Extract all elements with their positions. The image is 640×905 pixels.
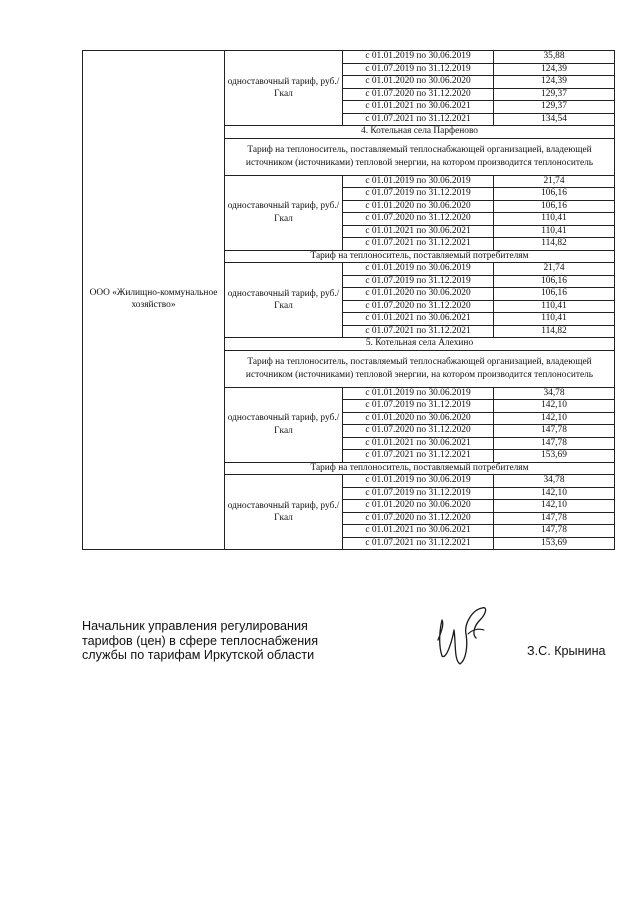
- organization-cell: ООО «Жилищно-коммунальное хозяйство»: [83, 51, 225, 550]
- period-cell: с 01.07.2020 по 31.12.2020: [343, 300, 494, 313]
- value-cell: 134,54: [494, 113, 615, 126]
- value-cell: 153,69: [494, 537, 615, 550]
- period-cell: с 01.01.2020 по 30.06.2020: [343, 288, 494, 301]
- supplier-tariff-heading: Тариф на теплоноситель, поставляемый теплоснабжающей организацией, владеющей источником (источниками) тепловой энергии, на котором производится теплоноситель: [225, 138, 615, 175]
- period-cell: с 01.07.2019 по 31.12.2019: [343, 188, 494, 201]
- period-cell: с 01.07.2020 по 31.12.2020: [343, 425, 494, 438]
- period-cell: с 01.01.2019 по 30.06.2019: [343, 475, 494, 488]
- supplier-tariff-heading: Тариф на теплоноситель, поставляемый теплоснабжающей организацией, владеющей источником (источниками) тепловой энергии, на котором производится теплоноситель: [225, 350, 615, 387]
- period-cell: с 01.01.2019 по 30.06.2019: [343, 51, 494, 64]
- period-cell: с 01.01.2021 по 30.06.2021: [343, 437, 494, 450]
- value-cell: 106,16: [494, 275, 615, 288]
- value-cell: 21,74: [494, 175, 615, 188]
- value-cell: 142,10: [494, 400, 615, 413]
- value-cell: 142,10: [494, 500, 615, 513]
- consumer-tariff-heading: Тариф на теплоноситель, поставляемый потребителям: [225, 250, 615, 263]
- value-cell: 129,37: [494, 88, 615, 101]
- value-cell: 106,16: [494, 200, 615, 213]
- value-cell: 114,82: [494, 325, 615, 338]
- value-cell: 147,78: [494, 525, 615, 538]
- value-cell: 124,39: [494, 63, 615, 76]
- value-cell: 129,37: [494, 101, 615, 114]
- period-cell: с 01.01.2021 по 30.06.2021: [343, 525, 494, 538]
- signatory-position: [82, 619, 318, 663]
- value-cell: 147,78: [494, 437, 615, 450]
- value-cell: 124,39: [494, 76, 615, 89]
- period-cell: с 01.01.2020 по 30.06.2020: [343, 412, 494, 425]
- boiler-heading: 4. Котельная села Парфеново: [225, 126, 615, 139]
- period-cell: с 01.07.2019 по 31.12.2019: [343, 400, 494, 413]
- period-cell: с 01.01.2020 по 30.06.2020: [343, 200, 494, 213]
- period-cell: с 01.07.2020 по 31.12.2020: [343, 88, 494, 101]
- period-cell: с 01.07.2021 по 31.12.2021: [343, 238, 494, 251]
- period-cell: с 01.01.2021 по 30.06.2021: [343, 313, 494, 326]
- tariff-kind-cell: одноставочный тариф, руб./Гкал: [225, 387, 343, 462]
- value-cell: 142,10: [494, 412, 615, 425]
- period-cell: с 01.07.2021 по 31.12.2021: [343, 450, 494, 463]
- period-cell: с 01.01.2021 по 30.06.2021: [343, 225, 494, 238]
- tariff-kind-cell: одноставочный тариф, руб./Гкал: [225, 175, 343, 250]
- value-cell: 110,41: [494, 300, 615, 313]
- value-cell: 153,69: [494, 450, 615, 463]
- value-cell: 106,16: [494, 188, 615, 201]
- period-cell: с 01.07.2020 по 31.12.2020: [343, 512, 494, 525]
- period-cell: с 01.01.2021 по 30.06.2021: [343, 101, 494, 114]
- period-cell: с 01.01.2019 по 30.06.2019: [343, 263, 494, 276]
- value-cell: 34,78: [494, 387, 615, 400]
- value-cell: 147,78: [494, 512, 615, 525]
- position-line: службы по тарифам Иркутской области: [82, 648, 315, 662]
- position-line: тарифов (цен) в сфере теплоснабжения: [82, 633, 319, 648]
- period-cell: с 01.01.2020 по 30.06.2020: [343, 500, 494, 513]
- value-cell: 142,10: [494, 487, 615, 500]
- period-cell: с 01.07.2020 по 31.12.2020: [343, 213, 494, 226]
- period-cell: с 01.01.2020 по 30.06.2020: [343, 76, 494, 89]
- position-line: Начальник управления регулирования: [82, 619, 308, 633]
- tariff-kind-cell: одноставочный тариф, руб./Гкал: [225, 51, 343, 126]
- consumer-tariff-heading: Тариф на теплоноситель, поставляемый потребителям: [225, 462, 615, 475]
- value-cell: 21,74: [494, 263, 615, 276]
- period-cell: с 01.07.2019 по 31.12.2019: [343, 275, 494, 288]
- table-row: [83, 51, 615, 64]
- value-cell: 110,41: [494, 213, 615, 226]
- period-cell: с 01.07.2019 по 31.12.2019: [343, 487, 494, 500]
- value-cell: 147,78: [494, 425, 615, 438]
- value-cell: 110,41: [494, 313, 615, 326]
- period-cell: с 01.07.2021 по 31.12.2021: [343, 113, 494, 126]
- boiler-heading: 5. Котельная села Алехино: [225, 338, 615, 351]
- period-cell: с 01.07.2019 по 31.12.2019: [343, 63, 494, 76]
- tariff-table: [82, 50, 615, 550]
- period-cell: с 01.07.2021 по 31.12.2021: [343, 325, 494, 338]
- value-cell: 106,16: [494, 288, 615, 301]
- period-cell: с 01.01.2019 по 30.06.2019: [343, 387, 494, 400]
- period-cell: с 01.01.2019 по 30.06.2019: [343, 175, 494, 188]
- handwritten-signature: [432, 600, 494, 672]
- tariff-kind-cell: одноставочный тариф, руб./Гкал: [225, 263, 343, 338]
- value-cell: 110,41: [494, 225, 615, 238]
- value-cell: 35,88: [494, 51, 615, 64]
- value-cell: 114,82: [494, 238, 615, 251]
- period-cell: с 01.07.2021 по 31.12.2021: [343, 537, 494, 550]
- value-cell: 34,78: [494, 475, 615, 488]
- tariff-kind-cell: одноставочный тариф, руб./Гкал: [225, 475, 343, 550]
- signer-name: З.С. Крынина: [527, 644, 606, 658]
